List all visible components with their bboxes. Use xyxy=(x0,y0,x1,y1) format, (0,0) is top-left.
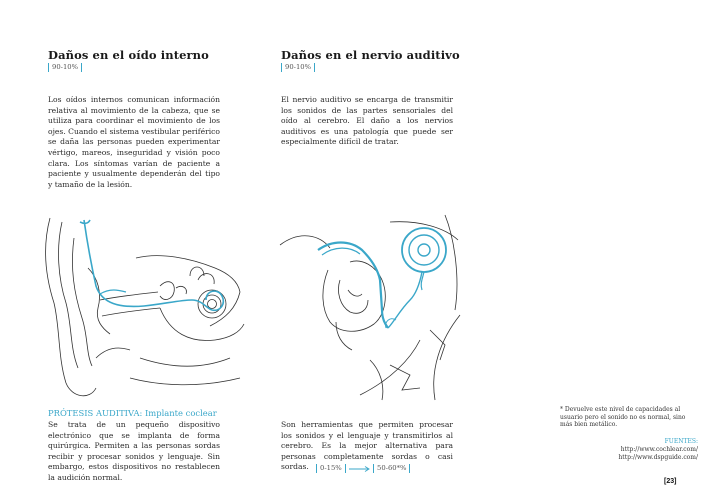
source-link[interactable]: http://www.dspguide.com/ xyxy=(618,453,698,461)
arrow-right-icon xyxy=(348,465,372,473)
source-link[interactable]: http://www.cochlear.com/ xyxy=(620,445,698,453)
left-bottom-text: Se trata de un pequeño dispositivo electrónico que se implanta de forma quirúrgica. Permiten a las personas sordas recibir y procesar sonidos y lenguaje. Sin embargo, estos dispositivos no restablecen la audición normal. xyxy=(48,420,220,482)
right-body-text: El nervio auditivo se encarga de transmitir los sonidos de las partes sensoriales del oído al cerebro. El daño a los nervios auditivos es una patología que puede ser especialmente difícil de tratar. xyxy=(281,95,453,147)
page-number: [23] xyxy=(664,478,677,485)
range-to-badge: 50-60*% xyxy=(373,464,410,473)
cochlear-implant-illustration xyxy=(270,210,470,405)
right-title: Daños en el nervio auditivo xyxy=(281,48,460,62)
right-bottom-text: Son herramientas que permiten procesar los sonidos y el lenguaje y transmitirlos al cerebro. Es la mejor alternativa para personas completamente sordas o casi sordas. xyxy=(281,420,453,472)
inner-ear-illustration xyxy=(40,208,245,403)
footnote: * Devuelve este nivel de capacidades al usuario pero el sonido no es normal, sino más bien metálico. xyxy=(560,406,686,429)
right-range-badge: 90-10% xyxy=(281,63,315,72)
range-from-badge: 0-15% xyxy=(316,464,346,473)
implant-subtitle: PRÓTESIS AUDITIVA: Implante coclear xyxy=(48,408,217,418)
left-title: Daños en el oído interno xyxy=(48,48,209,62)
sources-label: FUENTES: xyxy=(664,438,698,445)
left-range-badge: 90-10% xyxy=(48,63,82,72)
left-body-text: Los oídos internos comunican información relativa al movimiento de la cabeza, que se utiliza para coordinar el movimiento de los ojes. Cuando el sistema vestibular periférico se daña las personas pueden experimentar vértigo, mareos, inseguridad y visión poco clara. Los síntomas varían de paciente a paciente y usualmente dependerán del tipo y tamaño de la lesión. xyxy=(48,95,220,189)
sources-block xyxy=(560,438,698,461)
